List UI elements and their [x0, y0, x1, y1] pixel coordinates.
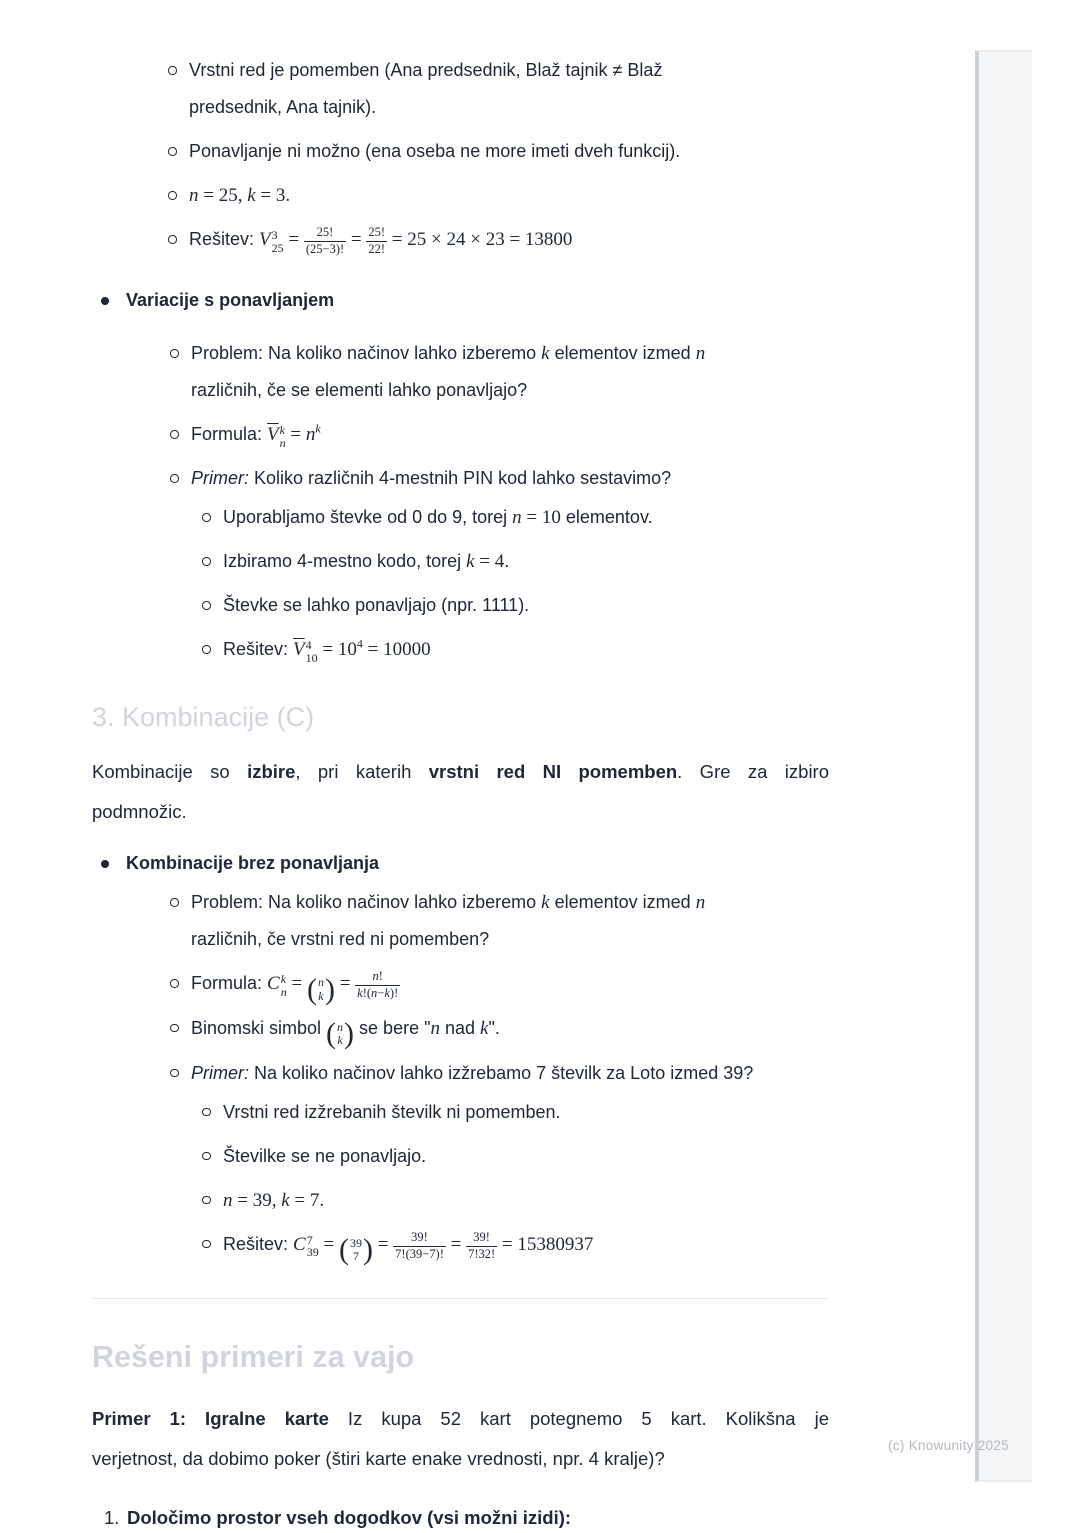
list-item	[126, 416, 829, 453]
list-item-text: Uporabljamo števke od 0 do 9, torej n = 10 elementov.	[223, 507, 653, 528]
step-title: Določimo prostor vseh dogodkov (vsi možni izidi):	[127, 1506, 572, 1528]
circle-bullet-icon	[168, 235, 177, 244]
circle-bullet-icon	[168, 147, 177, 156]
list-item	[126, 335, 829, 409]
section-divider	[92, 1298, 829, 1299]
section-heading-kombinacije: 3. Kombinacije (C)	[92, 702, 315, 732]
section-heading-reseni-primeri: Rešeni primeri za vajo	[92, 1339, 415, 1374]
circle-bullet-icon	[202, 1240, 211, 1249]
circle-bullet-icon	[170, 474, 179, 483]
list-item-variations-title	[92, 282, 829, 668]
list-item	[191, 631, 829, 668]
circle-bullet-icon	[202, 601, 211, 610]
scrollbar-track[interactable]	[975, 50, 1032, 1482]
list-item-text: Binomski simbol ( n k ) se bere "n nad k".	[191, 1017, 500, 1051]
circle-bullet-icon	[202, 1152, 211, 1161]
loto-example-sublist	[191, 1094, 829, 1267]
list-item-text: Primer: Koliko različnih 4-mestnih PIN kod lahko sestavimo?	[191, 468, 672, 488]
list-item	[126, 965, 829, 1006]
list-item-text: Vrstni red je pomemben (Ana predsednik, Blaž tajnik ≠ Blaž predsednik, Ana tajnik).	[189, 60, 663, 117]
circle-bullet-icon	[170, 898, 179, 907]
variations-with-repetition-section	[92, 282, 829, 668]
list-item	[92, 177, 829, 214]
list-item	[191, 1182, 829, 1219]
list-item-text: n = 25, k = 3.	[189, 185, 291, 206]
list-item	[191, 1138, 829, 1175]
circle-bullet-icon	[202, 513, 211, 522]
list-item	[191, 499, 829, 536]
list-item-text: Številke se ne ponavljajo.	[223, 1145, 427, 1166]
circle-bullet-icon	[170, 1069, 179, 1078]
circle-bullet-icon	[202, 1196, 211, 1205]
intro-bullet-list	[92, 52, 829, 258]
list-item-text: Problem: Na koliko načinov lahko izberemo k elementov izmed n različnih, če vrstni red ni pomemben?	[191, 892, 706, 949]
watermark: (c) Knowunity 2025	[888, 1438, 1009, 1453]
list-item	[191, 1094, 829, 1131]
list-item	[92, 52, 829, 126]
circle-bullet-icon	[170, 349, 179, 358]
primer1-paragraph: Primer 1: Igralne karte Iz kupa 52 kart potegnemo 5 kart. Kolikšna je verjetnost, da dobimo poker (štiri karte enake vrednosti, npr. 4 kralje)?	[92, 1407, 829, 1469]
combinations-sublist	[126, 884, 829, 1267]
section-title: Kombinacije brez ponavljanja	[126, 853, 380, 873]
list-item-text: Števke se lahko ponavljajo (npr. 1111).	[223, 595, 530, 615]
document-content	[92, 52, 829, 1533]
combinations-intro-paragraph: Kombinacije so izbire, pri katerih vrstni red NI pomemben. Gre za izbiro podmnožic.	[92, 761, 829, 822]
combinations-without-repetition-section	[92, 845, 829, 1267]
circle-bullet-icon	[170, 430, 179, 439]
circle-bullet-icon	[202, 645, 211, 654]
list-item	[126, 1055, 829, 1267]
numbered-step-1	[92, 1503, 829, 1533]
circle-bullet-icon	[168, 66, 177, 75]
circle-bullet-icon	[170, 1024, 179, 1033]
variations-sublist	[126, 335, 829, 668]
list-item-text: Rešitev: V 3 25 = $\frac{25!}{(25-3)!}$ = $\frac{25!}{22!}$ = 25 × 24 × 23 = 13800	[189, 225, 573, 256]
list-item-text: Primer: Na koliko načinov lahko izžrebamo 7 številk za Loto izmed 39?	[191, 1062, 754, 1083]
list-item	[191, 587, 829, 624]
list-item-text: n = 39, k = 7.	[223, 1189, 325, 1211]
list-item-combinations-title	[92, 845, 829, 1267]
disc-bullet-icon	[101, 860, 109, 868]
pin-example-sublist	[191, 499, 829, 668]
disc-bullet-icon	[101, 297, 109, 305]
list-item-text: Rešitev: C 7 39 = ( 39 7 ) = $\frac{39!}{7!(39-7)!}$ = $\frac{39!}{7!32!}$ = 15380937	[223, 1230, 594, 1267]
circle-bullet-icon	[202, 1108, 211, 1117]
list-item	[191, 1226, 829, 1267]
list-item	[126, 884, 829, 958]
step-number: 1.	[104, 1506, 120, 1528]
list-item-text: Vrstni red izžrebanih številk ni pomemben.	[223, 1101, 561, 1122]
circle-bullet-icon	[202, 557, 211, 566]
list-item	[92, 221, 829, 258]
list-item-text: Formula: C k n = ( n k ) = $\frac{n!}{k!(n-k)!}$	[191, 969, 399, 1006]
list-item-text: Formula: $\overline{V}$ k n = $n^k$	[191, 421, 321, 450]
list-item-text: Rešitev: $\overline{V}$ 4 10 = $10^4 = 10000$	[223, 636, 431, 665]
list-item-text: Ponavljanje ni možno (ena oseba ne more imeti dveh funkcij).	[189, 141, 681, 161]
circle-bullet-icon	[168, 191, 177, 200]
list-item	[126, 460, 829, 668]
circle-bullet-icon	[170, 979, 179, 988]
list-item-text: Problem: Na koliko načinov lahko izberemo k elementov izmed n različnih, če se elementi lahko ponavljajo?	[191, 343, 706, 400]
list-item	[92, 133, 829, 170]
list-item	[126, 1010, 829, 1051]
section-title: Variacije s ponavljanjem	[126, 290, 335, 310]
list-item-text: Izbiramo 4-mestno kodo, torej k = 4.	[223, 551, 510, 572]
list-item	[191, 543, 829, 580]
